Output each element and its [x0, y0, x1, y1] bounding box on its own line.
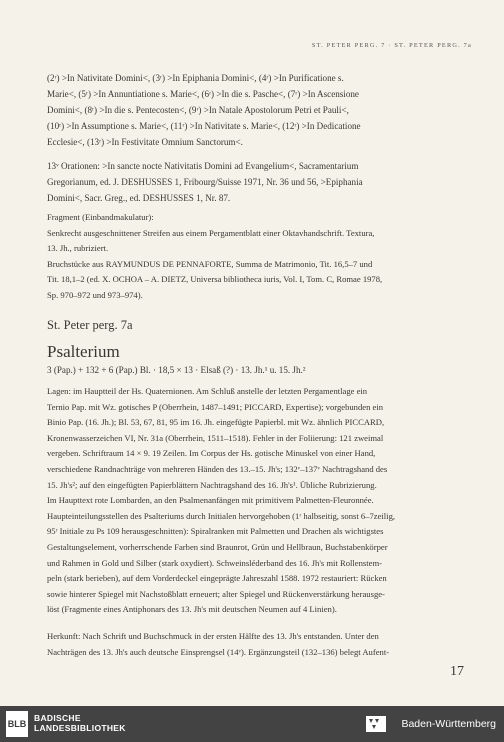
text-line: Im Haupttext rote Lombarden, an den Psalmenanfängen mit primitivem Palmetten-Fleuronnée.	[47, 495, 374, 506]
text-line: 13. Jh., rubriziert.	[47, 243, 109, 254]
entry-paragraph-orationen	[47, 158, 461, 206]
page-number: 17	[450, 664, 464, 679]
text-line: Ecclesie<, (13ʳ) >In Festivitate Omnium Sanctorum<.	[47, 137, 243, 147]
text-line: Sp. 970–972 und 973–974).	[47, 289, 143, 300]
text-line: Tit. 18,1–2 (ed. X. OCHOA – A. DIETZ, Universa bibliotheca iuris, Vol. I, Tom. C, Romae 1978,	[47, 274, 383, 285]
text-line: sowie hinterer Spiegel mit Nachstoßblatt erneuert; alter Spiegel und Rückenverstärkung herausge-	[47, 588, 385, 599]
text-line: und Rahmen in Gold und Silber (stark oxydiert). Schweinsléderband des 16. Jh's mit Rollenstem-	[47, 557, 382, 568]
state-name[interactable]: Baden-Württemberg	[401, 718, 496, 730]
entry-paragraph-feasts	[47, 70, 461, 150]
state-crest-icon	[366, 714, 386, 734]
text-line: Gregorianum, ed. J. DESHUSSES 1, Fribourg/Suisse 1971, Nr. 36 und 56, >Epiphania	[47, 177, 363, 187]
text-line: Fragment (Einbandmakulatur):	[47, 212, 154, 222]
text-line: Herkunft: Nach Schrift und Buchschmuck in der ersten Hälfte des 13. Jh's entstanden. Unter den	[47, 631, 379, 641]
section-title: Psalterium	[47, 342, 120, 361]
text-line: 13ᵛ Orationen: >In sancte nocte Nativitatis Domini ad Evangelium<, Sacramentarium	[47, 161, 359, 171]
text-line: Nachträgen des 13. Jh's auch deutsche Einsprengsel (14ᵛ). Ergänzungsteil (132–136) belegt Aufent-	[47, 646, 390, 657]
text-line: Domini<, (8ʳ) >In die s. Pentecosten<, (9ʳ) >In Natale Apostolorum Petri et Pauli<,	[47, 105, 349, 115]
footer-bar	[0, 706, 504, 742]
entry-paragraph-herkunft	[47, 629, 461, 660]
text-line: 95ʳ Initiale zu Ps 109 herausgeschnitten): Spiralranken mit Palmetten und Drachen als wichtigstes	[47, 526, 384, 537]
library-name-line1: BADISCHE	[34, 713, 81, 723]
entry-paragraph-fragment	[47, 210, 461, 304]
text-line: 15. Jh's²; auf den eingefügten Papierblättern Nachtragshand des 16. Jh's¹. Übliche Rubrizierung.	[47, 479, 377, 490]
blb-logo[interactable]: BLB	[6, 711, 28, 737]
entry-paragraph-lagen	[47, 384, 461, 618]
text-line: Marie<, (5ʳ) >In Annuntiatione s. Marie<, (6ʳ) >In die s. Pasche<, (7ʳ) >In Ascensione	[47, 89, 359, 99]
running-head: ST. PETER PERG. 7 · ST. PETER PERG. 7a	[311, 42, 472, 49]
text-line: peln (stark berieben), auf dem Vorderdeckel eingeprägte Jahreszahl 1588. 1972 restauriert: Rücken	[47, 573, 387, 584]
text-line: Lagen: im Hauptteil der Hs. Quaternionen. Am Schluß anstelle der letzten Pergamentlage ein	[47, 386, 368, 396]
text-line: Binio Pap. (16. Jh.); Bl. 53, 67, 81, 95 im 16. Jh. eingefügte Papierbl. mit Wz. ähnlich PICCARD,	[47, 417, 385, 428]
text-line: verschiedene Randnachträge von mehreren Händen des 13.–15. Jh's; 132ᵛ–137ᵛ Nachtragshand des	[47, 463, 388, 474]
text-line: (2ʳ) >In Nativitate Domini<, (3ʳ) >In Epiphania Domini<, (4ʳ) >In Purificatione s.	[47, 73, 344, 83]
text-line: Gestaltungselement, vorherrschende Farben sind Braunrot, Grün und Hellbraun, Buchstabenkörper	[47, 541, 388, 552]
text-line: Haupteinteilungsstellen des Psalteriums durch Initialen hervorgehoben (1ʳ halbseitig, sonst 6–7zeilig,	[47, 510, 396, 521]
library-name-line2: LANDESBIBLIOTHEK	[34, 723, 126, 733]
section-heading: St. Peter perg. 7a	[47, 318, 133, 332]
text-line: (10ʳ) >In Assumptione s. Marie<, (11ʳ) >In Nativitate s. Marie<, (12ʳ) >In Dedicatione	[47, 121, 361, 131]
text-line: Senkrecht ausgeschnittener Streifen aus einem Pergamentblatt einer Oktavhandschrift. Textura,	[47, 227, 375, 238]
text-line: vergeben. Schriftraum 14 × 9. 19 Zeilen. Im Corpus der Hs. gotische Minuskel von einer Hand,	[47, 448, 376, 459]
text-line: Domini<, Sacr. Greg., ed. DESHUSSES 1, Nr. 87.	[47, 193, 231, 203]
summary-line: 3 (Pap.) + 132 + 6 (Pap.) Bl. · 18,5 × 13 · Elsaß (?) · 13. Jh.¹ u. 15. Jh.²	[47, 365, 306, 375]
text-line: Ternio Pap. mit Wz. gotisches P (Oberrhein, 1487–1491; PICCARD, Expertise); vorgebunden ein	[47, 401, 384, 412]
text-line: Kronenwasserzeichen VI, Nr. 31a (Oberrhein, 1511–1518). Fehler in der Foliierung: 121 zweimal	[47, 432, 384, 443]
library-name[interactable]	[34, 713, 126, 733]
text-line: löst (Fragmente eines Antiphonars des 13. Jh's mit deutschen Neumen auf 4 Linien).	[47, 604, 337, 615]
text-line: Bruchstücke aus RAYMUNDUS DE PENNAFORTE, Summa de Matrimonio, Tit. 16,5–7 und	[47, 258, 373, 269]
